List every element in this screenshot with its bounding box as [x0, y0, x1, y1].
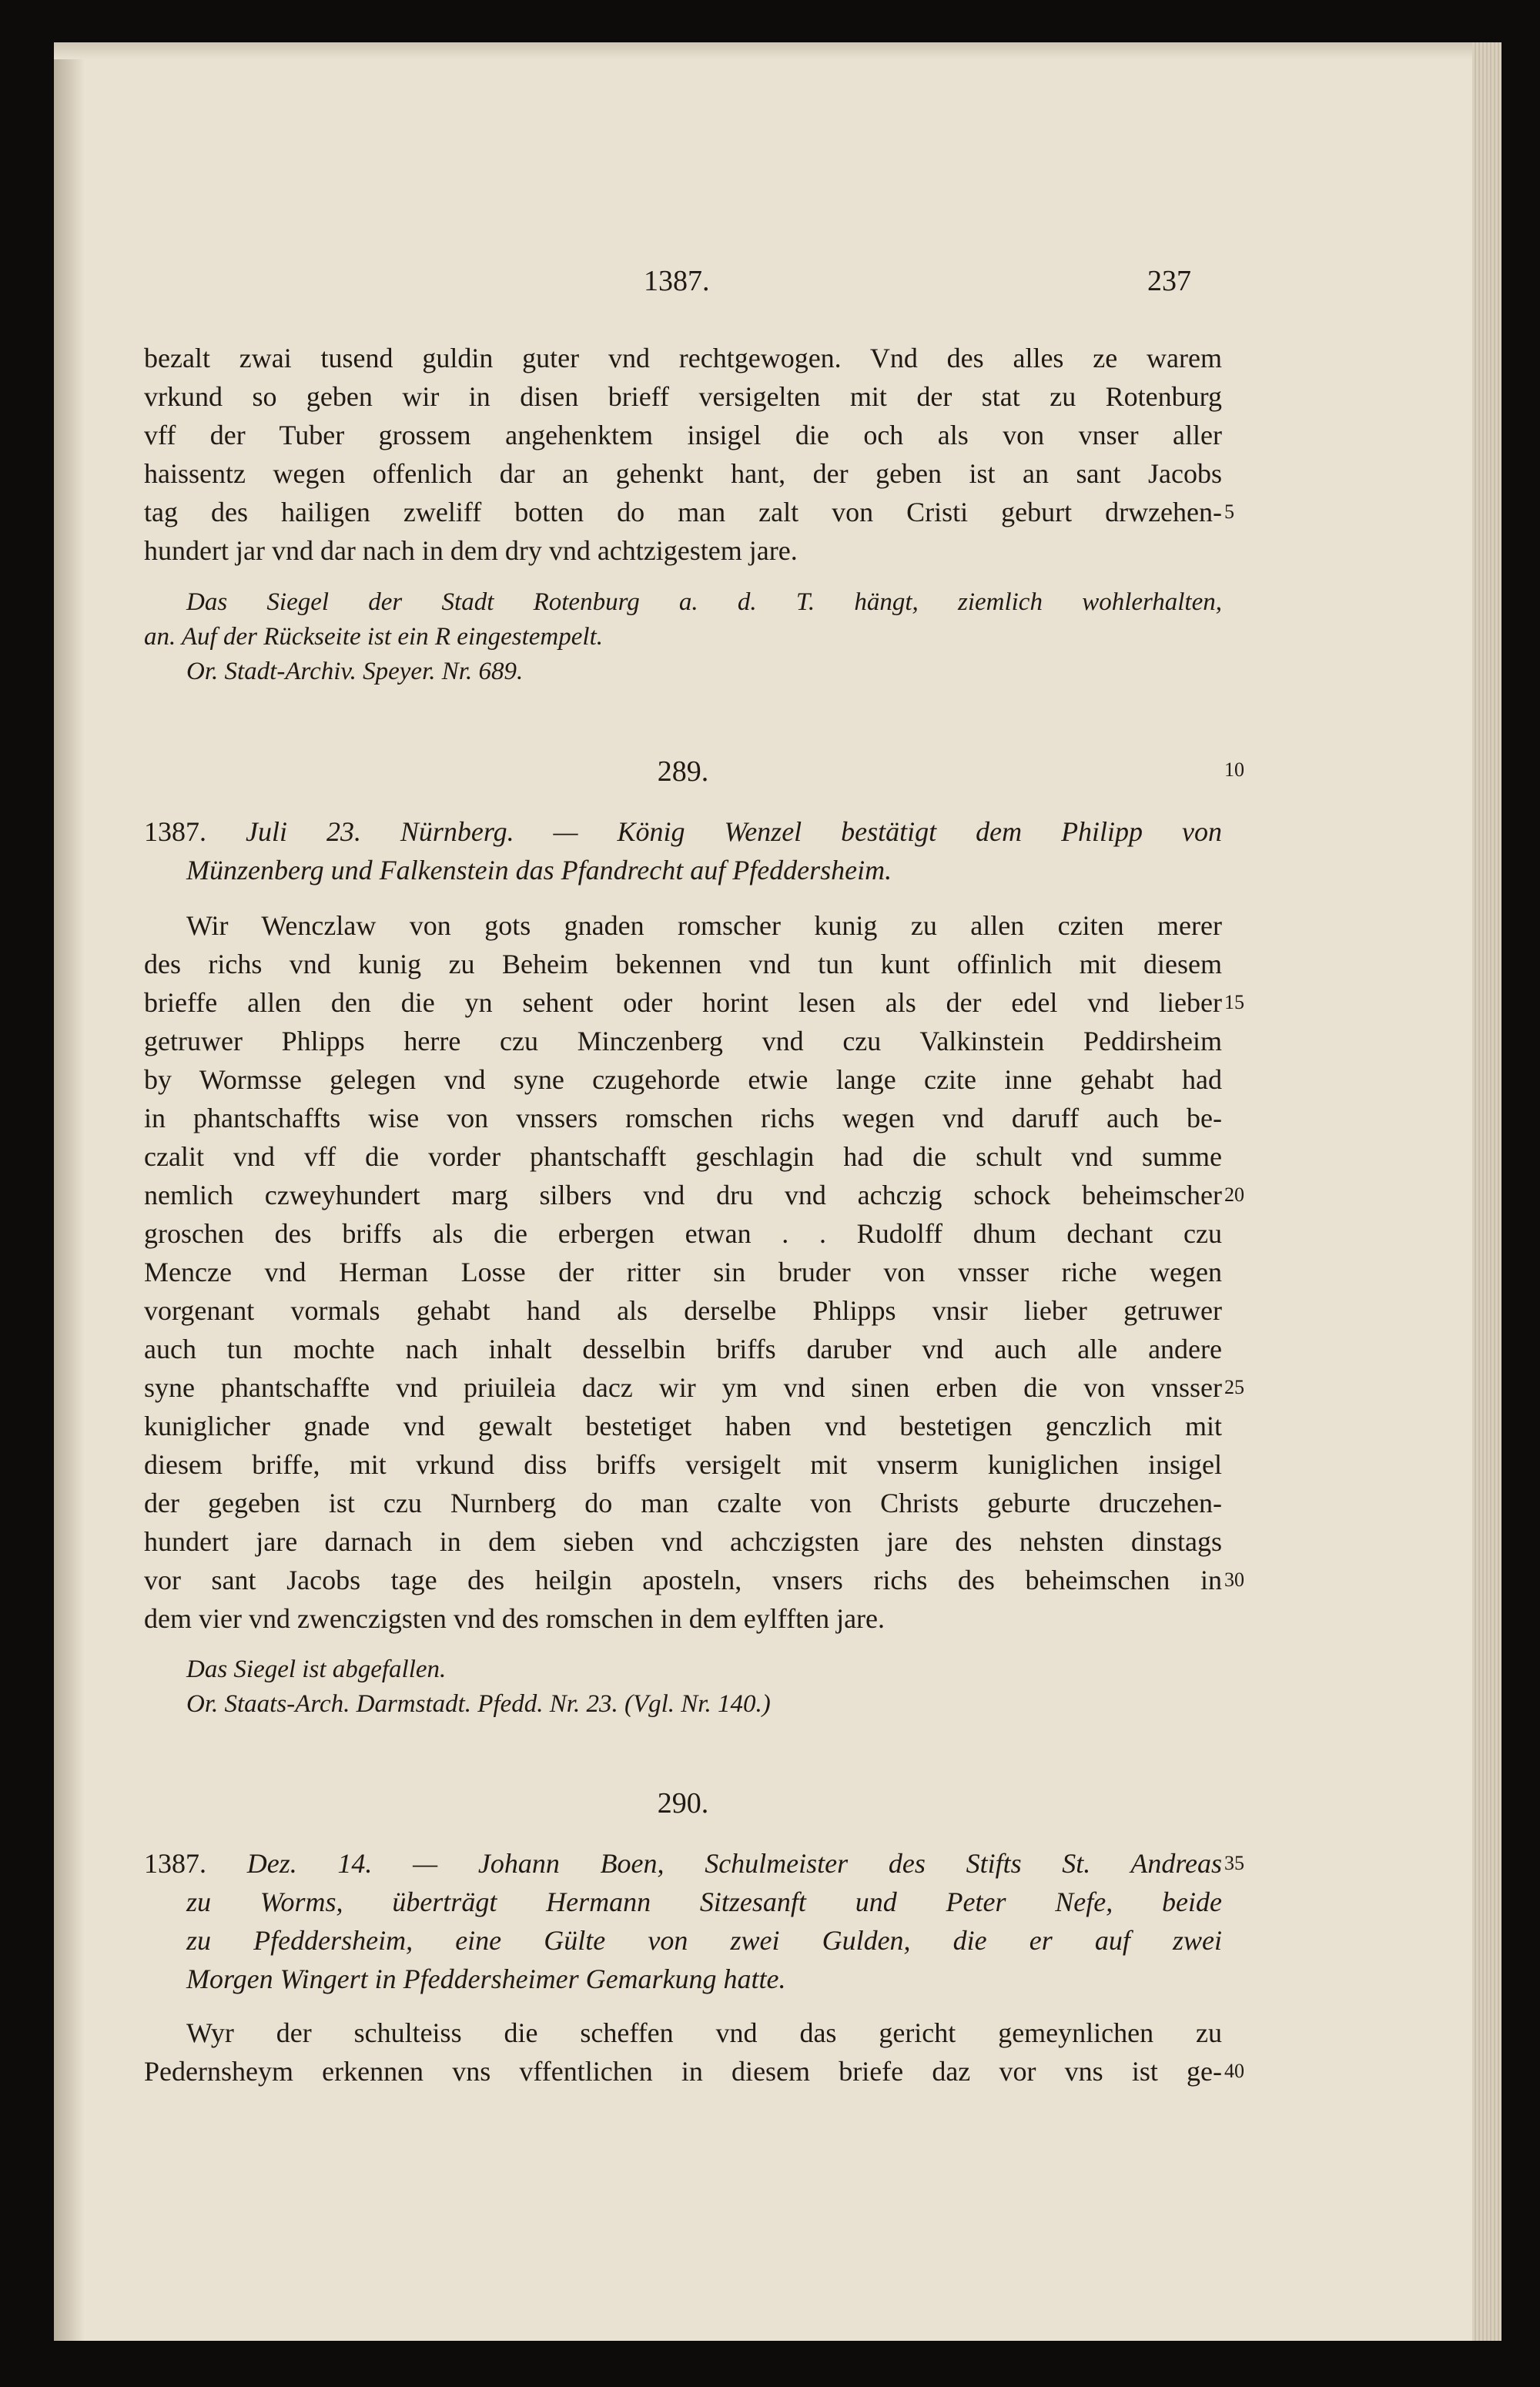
text-line: bezalt zwai tusend guldin guter vnd rechtgewogen. Vnd des alles ze warem — [144, 343, 1222, 373]
text-line: tag des hailigen zweliff botten do man zalt von Cristi geburt drwzehen- — [144, 497, 1222, 527]
line-number: 5 — [1224, 500, 1234, 523]
text-line: dem vier vnd zwenczigsten vnd des romschen in dem eylfften jare. — [144, 1603, 886, 1634]
doc289-date: 1387. — [144, 816, 206, 847]
text-line: in phantschaffts wise von vnssers romschen richs wegen vnd daruff auch be- — [144, 1103, 1222, 1133]
text-line: vor sant Jacobs tage des heilgin aposteln, vnsers richs des beheimschen in — [144, 1565, 1222, 1595]
page-fore-edge — [1472, 42, 1502, 2341]
text-line: hundert jare darnach in dem sieben vnd achczigsten jare des nehsten dinstags — [144, 1526, 1222, 1557]
text-line: diesem briffe, mit vrkund diss briffs versigelt mit vnserm kuniglichen insigel — [144, 1449, 1222, 1480]
text-line: des richs vnd kunig zu Beheim bekennen vnd tun kunt offinlich mit diesem — [144, 949, 1222, 979]
text-line: brieffe allen den die yn sehent oder horint lesen als der edel vnd lieber — [144, 987, 1222, 1018]
note-line: Or. Staats-Arch. Darmstadt. Pfedd. Nr. 23. (Vgl. Nr. 140.) — [186, 1690, 771, 1718]
text-line: Pedernsheym erkennen vns vffentlichen in diesem briefe daz vor vns ist ge- — [144, 2056, 1222, 2087]
text-line: groschen des briffs als die erbergen etwan . . Rudolff dhum dechant czu — [144, 1218, 1222, 1249]
text-line: vorgenant vormals gehabt hand als derselbe Phlipps vnsir lieber getruwer — [144, 1295, 1222, 1326]
line-number: 15 — [1224, 991, 1244, 1013]
doc290-headline-line — [144, 1844, 1222, 1883]
line-number: 40 — [1224, 2060, 1244, 2082]
note-line: Das Siegel der Stadt Rotenburg a. d. T. hängt, ziemlich wohlerhalten, — [186, 588, 1222, 616]
page-top-edge — [54, 42, 1502, 59]
text-line: syne phantschaffte vnd priuileia dacz wir ym vnd sinen erben die von vnsser — [144, 1372, 1222, 1403]
line-number: 25 — [1224, 1376, 1244, 1398]
text-line: vrkund so geben wir in disen brieff versigelten mit der stat zu Rotenburg — [144, 381, 1222, 412]
running-head — [54, 264, 1502, 295]
line-number: 35 — [1224, 1852, 1244, 1874]
line-number: 30 — [1224, 1568, 1244, 1591]
doc290-headline-text: Dez. 14. — Johann Boen, Schulmeister des Stifts St. Andreas — [246, 1848, 1223, 1879]
text-line: Wir Wenczlaw von gots gnaden romscher kunig zu allen cziten merer — [186, 910, 1222, 941]
text-line: auch tun mochte nach inhalt desselbin briffs daruber vnd auch alle andere — [144, 1334, 1222, 1364]
text-line: by Wormsse gelegen vnd syne czugehorde etwie lange czite inne gehabt had — [144, 1064, 1222, 1095]
document-number-290: 290. — [657, 1787, 709, 1820]
text-line: der gegeben ist czu Nurnberg do man czalte von Christs geburte druczehen- — [144, 1488, 1222, 1518]
book-page — [54, 42, 1502, 2341]
text-line: getruwer Phlipps herre czu Minczenberg vnd czu Valkinstein Peddirsheim — [144, 1026, 1222, 1056]
page-number: 237 — [1147, 265, 1191, 297]
running-head-year: 1387. — [644, 265, 710, 297]
note-line: Or. Stadt-Archiv. Speyer. Nr. 689. — [186, 658, 524, 685]
doc289-headline-line: Münzenberg und Falkenstein das Pfandrecht auf Pfeddersheim. — [186, 855, 892, 886]
note-line: an. Auf der Rückseite ist ein R eingestempelt. — [144, 623, 603, 651]
text-line: nemlich czweyhundert marg silbers vnd dru vnd achczig schock beheimscher — [144, 1180, 1222, 1210]
page-gutter — [54, 42, 85, 2341]
text-line: Wyr der schulteiss die scheffen vnd das gericht gemeynlichen zu — [186, 2017, 1222, 2048]
text-line: hundert jar vnd dar nach in dem dry vnd achtzigestem jare. — [144, 535, 798, 566]
text-line: czalit vnd vff die vorder phantschafft geschlagin had die schult vnd summe — [144, 1141, 1222, 1172]
note-line: Das Siegel ist abgefallen. — [186, 1656, 447, 1683]
doc289-headline-text: Juli 23. Nürnberg. — König Wenzel bestätigt dem Philipp von — [245, 816, 1223, 847]
line-number: 20 — [1224, 1183, 1244, 1206]
document-number-289: 289. — [657, 755, 709, 788]
text-line: kuniglicher gnade vnd gewalt bestetiget haben vnd bestetigen genczlich mit — [144, 1411, 1222, 1441]
doc290-headline-line: zu Pfeddersheim, eine Gülte von zwei Gulden, die er auf zwei — [186, 1925, 1222, 1956]
text-line: haissentz wegen offenlich dar an gehenkt hant, der geben ist an sant Jacobs — [144, 458, 1222, 489]
doc290-headline-line: Morgen Wingert in Pfeddersheimer Gemarkung hatte. — [186, 1964, 786, 1994]
doc290-date: 1387. — [144, 1848, 206, 1879]
doc289-headline-line — [144, 812, 1222, 851]
text-line: vff der Tuber grossem angehenktem insigel die och als von vnser aller — [144, 420, 1222, 450]
text-line: Mencze vnd Herman Losse der ritter sin bruder von vnsser riche wegen — [144, 1257, 1222, 1287]
line-number: 10 — [1224, 758, 1244, 781]
doc290-headline-line: zu Worms, überträgt Hermann Sitzesanft und Peter Nefe, beide — [186, 1886, 1222, 1917]
